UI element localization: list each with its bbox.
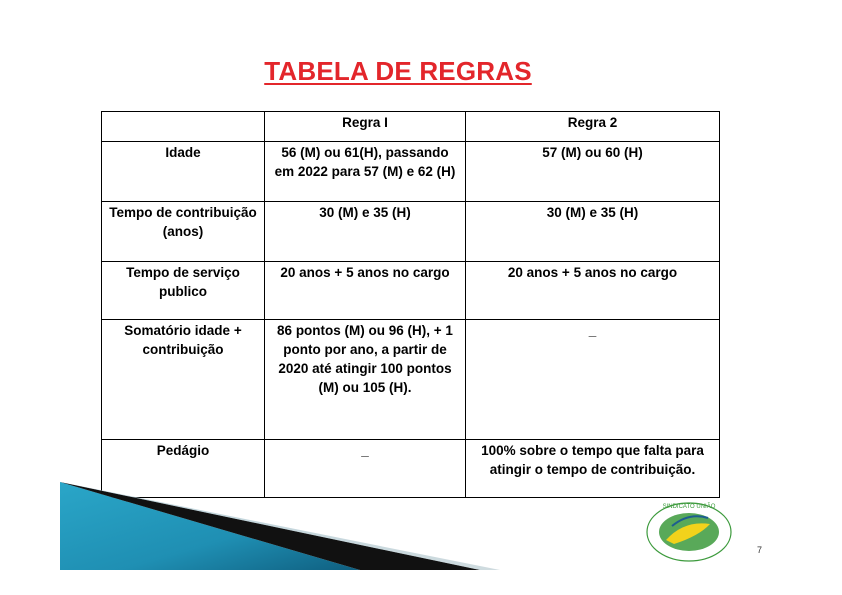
table-row	[102, 320, 720, 440]
table-row	[102, 202, 720, 262]
row-label: Tempo de contribuição (anos)	[102, 202, 265, 262]
header-cell-regra-1: Regra I	[265, 112, 466, 142]
row-label: Pedágio	[102, 440, 265, 498]
rules-table	[101, 111, 720, 498]
page-title: TABELA DE REGRAS	[264, 56, 532, 86]
regra-2-cell: _	[466, 320, 720, 440]
page-number: 7	[757, 545, 763, 555]
regra-1-cell: _	[265, 440, 466, 498]
table-header-row	[102, 112, 720, 142]
logo-text: SINDICATO UNIÃO	[662, 504, 716, 510]
regra-1-cell: 30 (M) e 35 (H)	[265, 202, 466, 262]
regra-2-cell: 57 (M) ou 60 (H)	[466, 142, 720, 202]
regra-2-cell: 30 (M) e 35 (H)	[466, 202, 720, 262]
row-label: Somatório idade + contribuição	[102, 320, 265, 440]
table-row	[102, 142, 720, 202]
header-cell-regra-2: Regra 2	[466, 112, 720, 142]
regra-1-cell: 56 (M) ou 61(H), passando em 2022 para 57 (M) e 62 (H)	[265, 142, 466, 202]
row-label: Tempo de serviço publico	[102, 262, 265, 320]
regra-1-cell: 20 anos + 5 anos no cargo	[265, 262, 466, 320]
header-cell-empty	[102, 112, 265, 142]
table-row	[102, 262, 720, 320]
regra-2-cell: 100% sobre o tempo que falta para atingir o tempo de contribuição.	[466, 440, 720, 498]
decorative-swoosh	[60, 482, 500, 570]
regra-2-cell: 20 anos + 5 anos no cargo	[466, 262, 720, 320]
regra-1-cell: 86 pontos (M) ou 96 (H), + 1 ponto por ano, a partir de 2020 até atingir 100 pontos (M) ou 105 (H).	[265, 320, 466, 440]
union-logo	[644, 500, 734, 564]
row-label: Idade	[102, 142, 265, 202]
